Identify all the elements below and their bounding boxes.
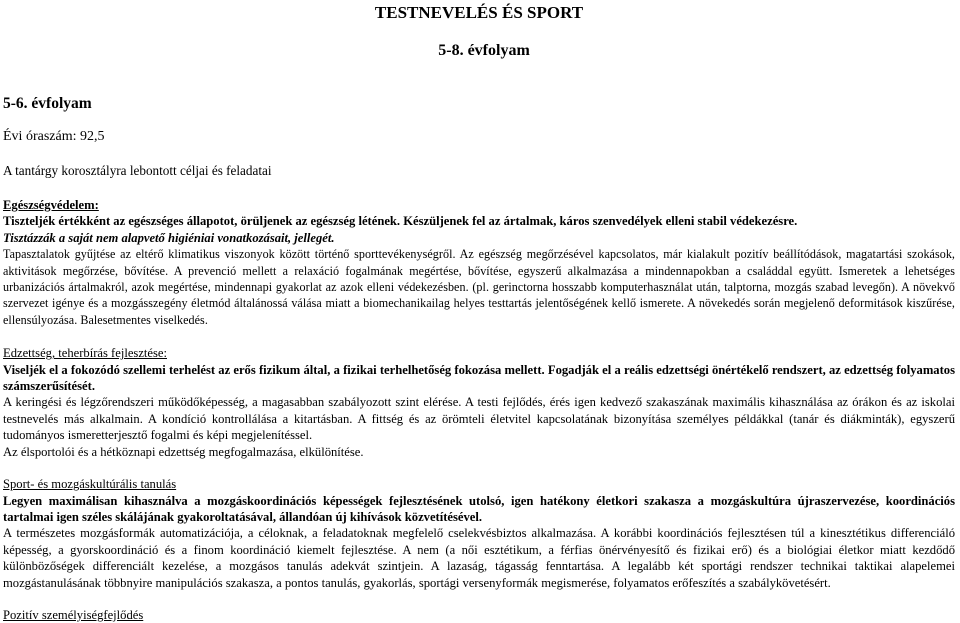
document-title: TESTNEVELÉS ÉS SPORT [374, 3, 584, 22]
document-page [3, 0, 955, 623]
health-section [3, 197, 955, 328]
health-paragraph: Tapasztalatok gyűjtése az eltérő klimatikus viszonyok között történő sporttevékenységről. Az egészség megőrzésével kapcsolatos, már kialakult pozitív beállítódások, magatartási szokások, aktivitások megőrzése, bővítése. A prevenció mellett a relaxáció fogalmának megértése, bővítése, egyszerű alkalmazása a mindennapokban a családdal együtt. Ismeretek a lehetséges urbanizációs ártalmakról, azok megértése, mindennapi gyakorlat az azok elleni védekezésben. (pl. gerinctorna hosszabb komputerhasználat után, talptorna, mozgás szabad levegőn). A növekvő szervezet igénye és a mozgásszegény életmód általánossá válása miatt a biomechanikailag helyes testtartás jelentőségének kellő ismerete. A növekedés során megjelenő deformitások kiszűrése, ellensúlyozása. Balesetmentes viselkedés. [3, 247, 955, 327]
fitness-paragraph-1: A keringési és légzőrendszeri működőképesség, a magasabban szabályozott szint elérése. A testi fejlődés, érés igen kedvező szakaszának maximális kihasználása az órákon és az iskolai testnevelés más alkalmain. A kondíció kontrollálása a kitartásban. A fittség és az örömteli életvitel kapcsolatának bizonyítása személyes példákkal (tanár és diákminták), egyszerű tudományos ismeretterjesztő fogalmi és képi megjelenítéssel. [3, 395, 955, 443]
fitness-section [3, 345, 955, 460]
fitness-heading: Edzettség, teherbírás fejlesztése: [3, 346, 167, 361]
health-line-1: Tiszteljék értékként az egészséges állapotot, örüljenek az egészség létének. Készüljenek fel az ártalmak, káros szenvedélyek elleni stabil védekezésre. [3, 214, 798, 229]
sport-goals: Legyen maximálisan kihasználva a mozgáskoordinációs képességek fejlesztésének utolsó, igen hatékony életkori szakasza a mozgáskultúra újraszervezése, koordinációs tartalmai igen széles skálájának gyakoroltatásával, állandóan új kihívások közvetítésével. [3, 493, 955, 524]
goals-heading: A tantárgy korosztályra lebontott céljai és feladatai [3, 163, 272, 178]
hours-label: Évi óraszám: [3, 129, 80, 144]
sport-heading: Sport- és mozgáskultúrális tanulás [3, 477, 177, 492]
grade-heading: 5-6. évfolyam [3, 95, 92, 112]
personality-section [3, 607, 955, 623]
fitness-paragraph-2: Az élsportolói és a hétköznapi edzettség megfogalmazása, elkülönítése. [3, 444, 364, 459]
fitness-goals: Viseljék el a fokozódó szellemi terhelést az erős fizikum által, a fizikai terhelhetőség fokozása mellett. Fogadják el a reális edzettségi önértékelő rendszert, az edzettség folyamatos számszerűsítését. [3, 362, 955, 394]
health-line-2: Tisztázzák a saját nem alapvető higiéniai vonatkozásait, jellegét. [3, 230, 335, 245]
health-heading: Egészségvédelem: [3, 198, 99, 212]
hours-value: 92,5 [79, 129, 105, 144]
annual-hours [3, 129, 955, 145]
document-subtitle: 5-8. évfolyam [438, 42, 530, 59]
personality-heading: Pozitív személyiségfejlődés [3, 607, 144, 622]
sport-paragraph: A természetes mozgásformák automatizációja, a céloknak, a feladatoknak megfelelő cselekvésbiztos alkalmazása. A korábbi koordinációs fejlesztésen túl a kinesztétikus differenciáló képesség, a gyorskoordináció és a finom koordináció kiemelt fejlesztése. A nem (a női esztétikum, a férfias önérvényesítő és fizikai erő) és a biológiai életkor miatt kezdődő különbözőségek differenciált kezelése, a mozgásos tanulás adekvát szintjein. A lazaság, tágasság fenntartása. A legalább két sportági rendszer technikai taktikai alapelemei mozgástanulásának többnyire manipulációs szakasza, a pontos tanulás, gyakorlás, sportági versenyformák megismerése, folyamatos erőfeszítés a szabálykövetésért. [3, 526, 955, 590]
sport-section [3, 476, 955, 591]
